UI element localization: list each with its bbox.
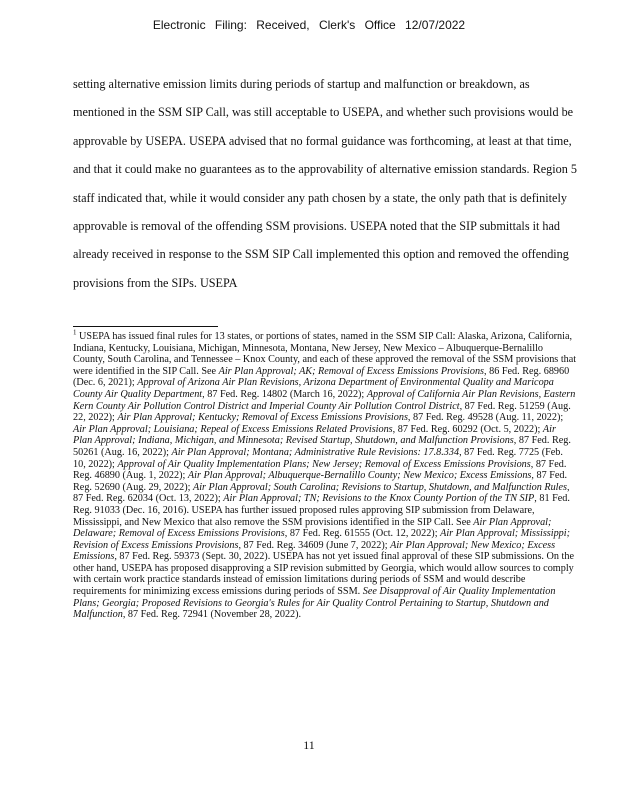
citation-title: Air Plan Approval; Montana; Administrative Rule Revisions: 17.8.334 (171, 446, 460, 458)
footnote-run: , 87 Fed. Reg. 49528 (Aug. 11, 2022); (407, 412, 564, 424)
citation-title: Air Plan Approval; Louisiana; Repeal of Excess Emissions Related Provisions (73, 423, 393, 435)
footnote-run: , 87 Fed. Reg. 61555 (Oct. 12, 2022); (284, 528, 441, 540)
footnote-run: USEPA has issued final rules for 13 states, or portions of states, named in the SSM SIP Call: Alaska, Arizona, California, Indiana, Kentucky, Louisiana, Michigan, Minnesota, Montana, New Jersey, New Mexico – Albuquerque-Bernalillo County, South Carolina, and Tennessee – Knox County, and each of these approved the removal of the SSM provisions that were identified in the SIP Call. See (73, 331, 577, 377)
footnote-run: , 87 Fed. Reg. 14802 (March 16, 2022); (202, 388, 367, 400)
citation-title: Air Plan Approval; New Mexico; Excess Emissions (73, 539, 556, 563)
citation-title: Air Plan Approval; Mississippi; Revision of Excess Emissions Provisions (73, 528, 570, 551)
citation-title: See Disapproval of Air Quality Implementation Plans; Georgia; Proposed Revisions to Georgia's Rules for Air Quality Control Pertaining to Startup, Shutdown and Malfunction (73, 586, 556, 621)
footnote-run: , 87 Fed. Reg. 60292 (Oct. 5, 2022); (392, 423, 543, 435)
citation-title: Air Plan Approval; Delaware; Removal of Excess Emissions Provisions (73, 516, 552, 540)
footnote-separator (73, 326, 218, 327)
footnote-text (73, 328, 577, 621)
citation-title: Air Plan Approval; Kentucky; Removal of Excess Emissions Provisions (117, 412, 408, 424)
citation-title: Approval of California Air Plan Revisions, Eastern Kern County Air Pollution Control District and Imperial County Air Pollution Control District (73, 388, 576, 412)
citation-title: Approval of Arizona Air Plan Revisions, Arizona Department of Environmental Quality and Maricopa County Air Quality Department (73, 377, 554, 400)
citation-title: Air Plan Approval; Albuquerque-Bernalillo County; New Mexico; Excess Emissions (187, 470, 532, 482)
filing-header: Electronic Filing: Received, Clerk's Office 12/07/2022 (152, 18, 466, 32)
footnote-run: , 81 Fed. Reg. 91033 (Dec. 16, 2016). USEPA has further issued proposed rules approving SIP submission from Delaware, Mississippi, and New Mexico that also remove the SSM provisions identified in the SIP Call. See (73, 493, 570, 528)
footnote-run: , 87 Fed. Reg. 51259 (Aug. 22, 2022); (73, 400, 571, 424)
footnote-number: 1 (73, 328, 77, 337)
footnote-run: , 87 Fed. Reg. 52690 (Aug. 29, 2022); (73, 470, 568, 493)
citation-title: Air Plan Approval; South Carolina; Revisions to Startup, Shutdown, and Malfunction Rules (192, 481, 567, 493)
footnote-1 (73, 328, 577, 621)
citation-title: Air Plan Approval; AK; Removal of Excess Emissions Provisions (218, 365, 485, 377)
page-number: 11 (303, 738, 315, 752)
body-paragraph: setting alternative emission limits during periods of startup and malfunction or breakdown, as mentioned in the SSM SIP Call, was still acceptable to USEPA, and whether such provisions would be approvable by USEPA. USEPA advised that no formal guidance was forthcoming, at least at that time, and that it could make no guarantees as to the approvability of alternative emission standards. Region 5 staff indicated that, while it would consider any path chosen by a state, the only path that is definitely approvable is removal of the offending SSM provisions. USEPA noted that the SIP submittals it had already received in response to the SSM SIP Call implemented this option and removed the offending provisions from the SIPs. USEPA (73, 77, 577, 290)
citation-title: Air Plan Approval; TN; Revisions to the Knox County Portion of the TN SIP (223, 493, 535, 505)
footnote-run: , 87 Fed. Reg. 62034 (Oct. 13, 2022); (73, 481, 570, 505)
footnote-run: , 87 Fed. Reg. 34609 (June 7, 2022); (238, 539, 391, 551)
footnote-run: , 87 Fed. Reg. 46890 (Aug. 1, 2022); (73, 458, 567, 482)
citation-title: Approval of Air Quality Implementation Plans; New Jersey; Removal of Excess Emissions Provisions (117, 458, 531, 470)
footnote-run: , 86 Fed. Reg. 68960 (Dec. 6, 2021); (73, 365, 570, 389)
citation-title: Air Plan Approval; Indiana, Michigan, and Minnesota; Revised Startup, Shutdown, and Malfunction Provisions (73, 423, 556, 447)
footnote-run: , 87 Fed. Reg. 7725 (Feb. 10, 2022); (73, 446, 563, 470)
footnote-run: , 87 Fed. Reg. 59373 (Sept. 30, 2022). USEPA has not yet issued final approval of these SIP submissions. On the other hand, USEPA has proposed disapproving a SIP revision submitted by Georgia, which would allow sources to comply with certain work practice standards instead of emission limitations during periods of SSM and would describe requirements for minimizing excess emissions during periods of SSM. (73, 551, 574, 598)
footnote-run: , 87 Fed. Reg. 72941 (November 28, 2022). (122, 609, 302, 621)
footnote-run: , 87 Fed. Reg. 50261 (Aug. 16, 2022); (73, 435, 571, 458)
